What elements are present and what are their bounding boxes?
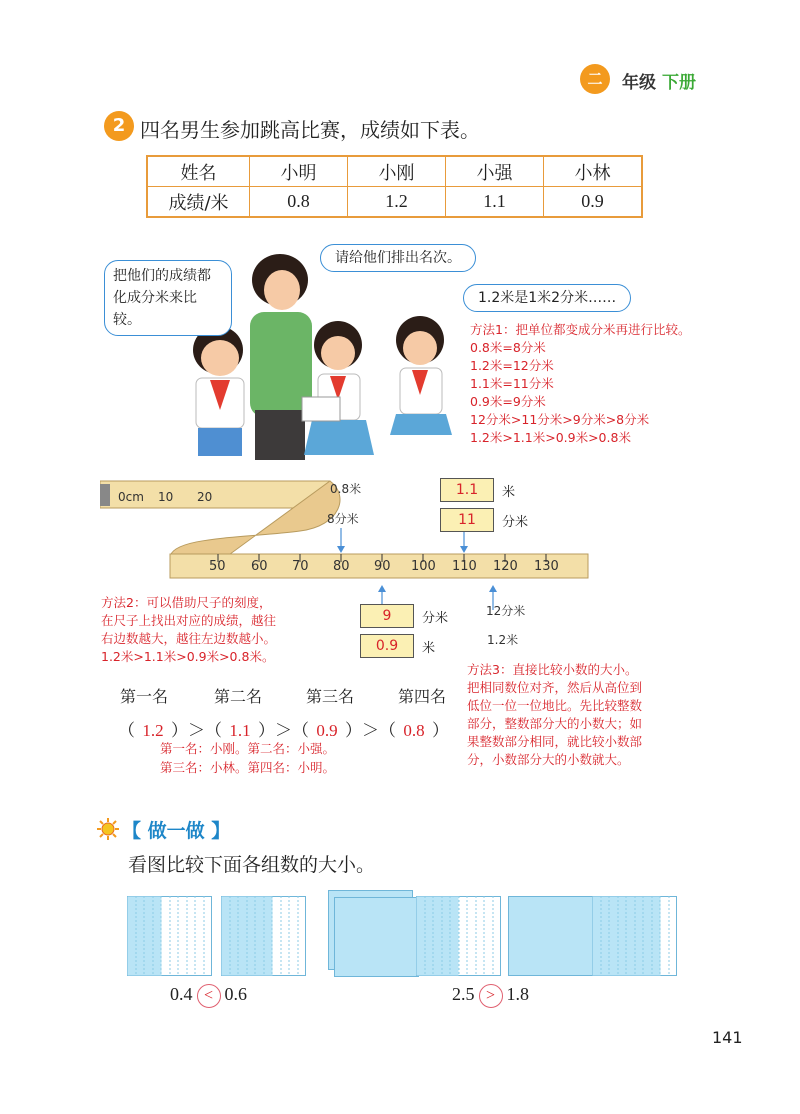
- scale-label: 130: [534, 559, 559, 574]
- table-cell: 小强: [446, 156, 544, 187]
- score-table: [146, 155, 643, 218]
- grid-square-0-4: [127, 896, 212, 976]
- ranking-note-line: 第三名：小林。第四名：小明。: [160, 760, 336, 775]
- table-cell: 1.1: [446, 187, 544, 218]
- comparison-sign: >: [479, 984, 503, 1008]
- sun-icon: [96, 817, 120, 841]
- tape-label-0: 0cm: [118, 490, 144, 504]
- grid-square-0-8: [592, 896, 677, 976]
- method-1-line: 1.1米=11分米: [470, 376, 554, 391]
- number-a: 2.5: [452, 984, 475, 1004]
- unit-label: 米: [502, 485, 516, 500]
- label-8dm: 8分米: [327, 512, 359, 526]
- rank-label: 第四名: [398, 687, 447, 706]
- table-row: [147, 156, 642, 187]
- method-2-note: [101, 594, 361, 666]
- teacher-speech-bubble: 请给他们排出名次。: [320, 244, 476, 272]
- table-cell: 小林: [544, 156, 643, 187]
- table-cell: 小明: [250, 156, 348, 187]
- method-3-line: 部分，整数部分大的小数大；如: [467, 716, 643, 731]
- page-number: 141: [712, 1028, 743, 1047]
- tape-label-20: 20: [197, 490, 213, 504]
- grade-badge: 二: [580, 64, 610, 94]
- tape-label-10: 10: [158, 490, 174, 504]
- method-1-line: 1.2米>1.1米>0.9米>0.8米: [470, 430, 631, 445]
- method-3-line: 果整数部分相同，就比较小数部: [467, 734, 643, 749]
- scale-label: 120: [493, 559, 518, 574]
- label-1-2m: 1.2米: [487, 633, 519, 647]
- comparison-sign: <: [197, 984, 221, 1008]
- method-3-line: 分，小数部分大的小数就大。: [467, 752, 630, 767]
- comparison-2: [452, 984, 529, 1008]
- scale-label: 100: [411, 559, 436, 574]
- unit-label: 分米: [502, 515, 529, 530]
- full-square: [334, 897, 419, 977]
- answer-box-0-9m: 0.9: [360, 634, 414, 658]
- method-3-line: 低位一位一位地比。先比较整数: [467, 698, 643, 713]
- label-12dm: 12分米: [486, 604, 526, 618]
- rank-value: 0.9: [316, 721, 338, 740]
- grade-title: [622, 68, 696, 93]
- number-a: 0.4: [170, 984, 193, 1004]
- boy-speech-bubble: 把他们的成绩都化成分米来比较。: [104, 260, 232, 336]
- method-2-line: 1.2米>1.1米>0.9米>0.8米。: [101, 649, 275, 664]
- method-3-note: [467, 661, 705, 769]
- answer-box-9dm: 9: [360, 604, 414, 628]
- rank-label: 第二名: [214, 687, 263, 706]
- table-row: [147, 187, 642, 218]
- unit-label: 米: [422, 641, 436, 656]
- unit-label: 分米: [422, 611, 449, 626]
- answer-box-1-1m: 1.1: [440, 478, 494, 502]
- scale-label: 50: [209, 559, 226, 574]
- table-cell: 0.8: [250, 187, 348, 218]
- scale-label: 90: [374, 559, 391, 574]
- method-2-line: 右边数越大，越往左边数越小。: [101, 631, 277, 646]
- ranking-note-line: 第一名：小刚。第二名：小强。: [160, 741, 336, 756]
- girl-speech-bubble: 1.2米是1米2分米……: [463, 284, 631, 312]
- exercise-title: 【 做一做 】: [122, 820, 231, 842]
- method-1-line: 12分米>11分米>9分米>8分米: [470, 412, 650, 427]
- answer-box-11dm: 11: [440, 508, 494, 532]
- label-0-8m: 0.8米: [330, 482, 362, 496]
- grade-label: 年级: [622, 73, 656, 93]
- scale-label: 80: [333, 559, 350, 574]
- method-3-line: 把相同数位对齐，然后从高位到: [467, 680, 643, 695]
- method-3-line: 方法3：直接比较小数的大小。: [467, 662, 638, 677]
- rank-value: 1.1: [229, 721, 251, 740]
- method-1-title: 方法1：把单位都变成分米再进行比较。: [470, 322, 691, 337]
- method-1-line: 0.8米=8分米: [470, 340, 546, 355]
- scale-label: 60: [251, 559, 268, 574]
- rank-label: 第三名: [306, 687, 355, 706]
- rank-value: 0.8: [403, 721, 425, 740]
- table-cell: 成绩/米: [147, 187, 250, 218]
- comparison-1: [170, 984, 247, 1008]
- ranking-comparison: （ 1.2 ）＞（ 1.1 ）＞（ 0.9 ）＞（ 0.8 ）: [118, 721, 449, 741]
- method-1-note: [470, 321, 720, 447]
- problem-number: 2: [104, 111, 134, 141]
- ranking-note: [160, 739, 460, 777]
- full-square: [508, 896, 593, 976]
- grid-square-0-6: [221, 896, 306, 976]
- rank-label: 第一名: [120, 687, 169, 706]
- method-1-line: 0.9米=9分米: [470, 394, 546, 409]
- number-b: 0.6: [224, 984, 247, 1004]
- method-2-line: 在尺子上找出对应的成绩，越往: [101, 613, 277, 628]
- table-cell: 小刚: [348, 156, 446, 187]
- method-1-line: 1.2米=12分米: [470, 358, 554, 373]
- exercise-instruction: 看图比较下面各组数的大小。: [128, 854, 376, 876]
- table-cell: 姓名: [147, 156, 250, 187]
- method-2-line: 方法2：可以借助尺子的刻度，: [101, 595, 272, 610]
- table-cell: 0.9: [544, 187, 643, 218]
- number-b: 1.8: [506, 984, 529, 1004]
- scale-label: 110: [452, 559, 477, 574]
- scale-label: 70: [292, 559, 309, 574]
- volume-label: 下册: [662, 73, 696, 93]
- grid-square-0-5: [416, 896, 501, 976]
- table-cell: 1.2: [348, 187, 446, 218]
- problem-text: 四名男生参加跳高比赛，成绩如下表。: [140, 118, 480, 142]
- rank-value: 1.2: [142, 721, 164, 740]
